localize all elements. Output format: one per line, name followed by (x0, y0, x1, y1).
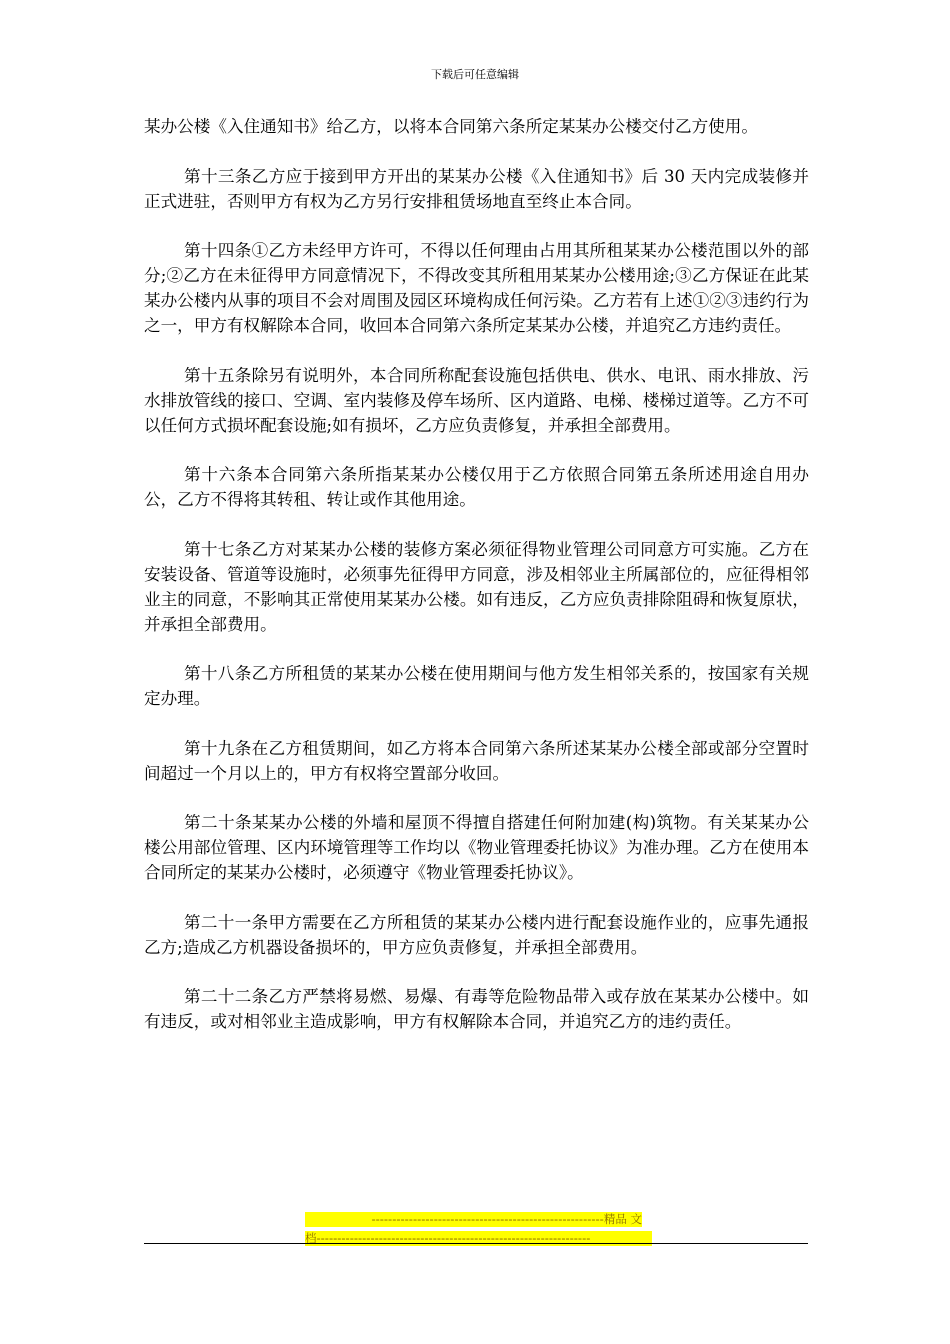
footer-watermark (305, 1212, 652, 1250)
paragraph-article-17: 第十七条乙方对某某办公楼的装修方案必须征得物业管理公司同意方可实施。乙方在安装设备、管道等设施时，必须事先征得甲方同意，涉及相邻业主所属部位的，应征得相邻业主的同意，不影响其正常使用某某办公楼。如有违反，乙方应负责排除阻碍和恢复原状，并承担全部费用。 (144, 539, 809, 634)
paragraph-continuation: 某办公楼《入住通知书》给乙方，以将本合同第六条所定某某办公楼交付乙方使用。 (144, 117, 758, 136)
footer-divider (144, 1243, 808, 1244)
paragraph-article-20: 第二十条某某办公楼的外墙和屋顶不得擅自搭建任何附加建(构)筑物。有关某某办公楼公用部位管理、区内环境管理等工作均以《物业管理委托协议》为准办理。乙方在使用本合同所定的某某办公楼时，必须遵守《物业管理委托协议》。 (144, 813, 809, 882)
paragraph-article-16: 第十六条本合同第六条所指某某办公楼仅用于乙方依照合同第五条所述用途自用办公，乙方不得将其转租、转让或作其他用途。 (144, 465, 809, 509)
page-header: 下载后可任意编辑 (431, 68, 519, 81)
paragraph-article-19: 第十九条在乙方租赁期间，如乙方将本合同第六条所述某某办公楼全部或部分空置时间超过一个月以上的，甲方有权将空置部分收回。 (144, 738, 809, 783)
paragraph-article-21: 第二十一条甲方需要在乙方所租赁的某某办公楼内进行配套设施作业的，应事先通报乙方;造成乙方机器设备损坏的，甲方应负责修复，并承担全部费用。 (144, 912, 809, 957)
paragraph-article-22: 第二十二条乙方严禁将易燃、易爆、有毒等危险物品带入或存放在某某办公楼中。如有违反，或对相邻业主造成影响，甲方有权解除本合同，并追究乙方的违约责任。 (144, 987, 809, 1031)
paragraph-article-18: 第十八条乙方所租赁的某某办公楼在使用期间与他方发生相邻关系的，按国家有关规定办理。 (144, 664, 809, 708)
paragraph-article-13: 第十三条乙方应于接到甲方开出的某某办公楼《入住通知书》后 30 天内完成装修并正式进驻，否则甲方有权为乙方另行安排租赁场地直至终止本合同。 (144, 166, 809, 211)
paragraph-article-15: 第十五条除另有说明外，本合同所称配套设施包括供电、供水、电讯、雨水排放、污水排放管线的接口、空调、室内装修及停车场所、区内道路、电梯、楼梯过道等。乙方不可以任何方式损坏配套设施;如有损坏，乙方应负责修复，并承担全部费用。 (144, 365, 809, 435)
document-body (144, 114, 809, 1059)
paragraph-article-14: 第十四条①乙方未经甲方许可，不得以任何理由占用其所租某某办公楼范围以外的部分;②乙方在未征得甲方同意情况下，不得改变其所租用某某办公楼用途;③乙方保证在此某某办公楼内从事的项目不会对周围及园区环境构成任何污染。乙方若有上述①②③违约行为之一，甲方有权解除本合同，收回本合同第六条所定某某办公楼，并追究乙方违约责任。 (144, 241, 809, 335)
footer-line-2: 档------------------------------------------------------------------ (305, 1231, 652, 1246)
footer-line-1: --------------------------------------------------------精品 文 (305, 1212, 642, 1227)
